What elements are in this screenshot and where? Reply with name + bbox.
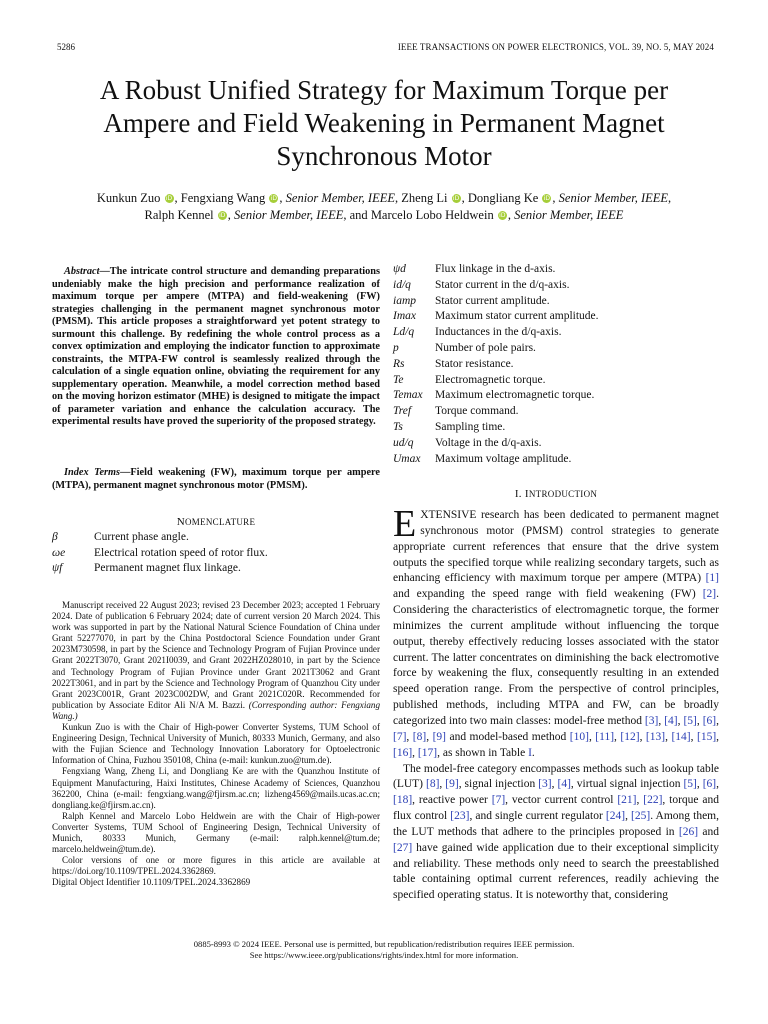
nomenclature-left [52,530,380,577]
nomenclature-entry: Te Electromagnetic torque. [393,373,546,386]
citation-link[interactable]: [27] [393,841,413,854]
drop-cap: E [393,503,417,545]
author-name: Dongliang Ke [467,191,539,205]
citation-link[interactable]: [9] [432,730,446,743]
intro-paragraph: EXTENSIVE research has been dedicated to permanent magnet synchronous motor (PMSM) control strategies to generate appropriate current references that ensure that the drive system outputs the specified torque while realizing secondary targets, such as enhancing efficiency with maximum torque per ampere (MTPA) [1] and expanding the speed range with field weakening (FW) [2]. Considering the characteristics of electromagnetic torque, the former minimizes the current amplitude without influencing the torque output, thereby effectively reducing losses associated with the stator current. The latter concentrates on diminishing the back electromotive force by weakening the flux, consequently resulting in an extended speed operation range. From the perspective of control principles, published methods, including MTPA and FW, can be broadly categorized into two main classes: model-free method [3], [4], [5], [6], [7], [8], [9] and model-based method [10], [11], [12], [13], [14], [15], [16], [17], as shown in Table I. [393,503,720,759]
nomenclature-right [393,262,719,467]
citation-link[interactable]: [11] [595,730,615,743]
orcid-icon[interactable]: iD [219,212,226,219]
citation-link[interactable]: [15] [696,730,717,743]
copyright-line: See https://www.ieee.org/publications/rights/index.html for more information. [249,950,519,960]
footnote-manuscript: Manuscript received 22 August 2023; revised 23 December 2023; accepted 1 February 2024. Date of publication 6 February 2024; date of current version 20 March 2024. This work was supported in part by the National Natural Science Foundation of China under Grant 52277070, in part by the China Postdoctoral Science Foundation under Grant 2023M730598, in part by the Science and Technology Program of Fujian Province under Grant 2022T3070, Grant 2021I0039, and Grant 2022HZ028010, in part by the Science and Technology Program of Fujian Province under Grant 2021T3062 and Grant 2022T3061, and in part by the Science and Technology Program of Quanzhou City under Grant 2023C001R, Grant 2023C002DW, and Grant 2021C020R. Recommended for publication by Associate Editor Ali N/A M. Bazzi. (Corresponding author: Fengxiang Wang.) [52,600,380,721]
nomenclature-entry: iamp Stator current amplitude. [393,294,550,307]
citation-link[interactable]: [4] [664,714,678,727]
author-name: Fengxiang Wang [180,191,266,205]
index-terms-text: —Field weakening (FW), maximum torque per ampere (MTPA), permanent magnet synchronous motor (PMSM). [52,467,380,491]
citation-link[interactable]: [26] [678,825,699,838]
author-name: Ralph Kennel [144,208,214,222]
author-role: Senior Member, IEEE [514,208,624,222]
citation-link[interactable]: [21] [617,794,637,807]
introduction-heading: I. INTRODUCTION [514,488,598,500]
nomenclature-entry: Rs Stator resistance. [393,357,514,370]
orcid-icon[interactable]: iD [452,195,460,202]
citation-link[interactable]: [6] [702,778,717,791]
citation-link[interactable]: [17] [417,746,438,759]
nomenclature-entry: p Number of pole pairs. [393,341,536,354]
citation-link[interactable]: [9] [445,778,459,791]
nomenclature-entry: ψf Permanent magnet flux linkage. [52,562,241,574]
intro-paragraph: The model-free category encompasses methods such as lookup table (LUT) [8], [9], signal injection [3], [4], virtual signal injection [5], [6], [18], reactive power [7], vector current control [21], [22], torque and flux control [23], and single current regulator [24], [25]. Among them, the LUT methods that adhere to the principles proposed in [26] and [27] have gained wide application due to their exceptional simplicity and reliability. These methods only need to search the preestablished table containing optimal current references, readily achieving the specified operating status. It is noteworthy that, considering [393,762,720,902]
citation-link[interactable]: [7] [393,730,407,743]
citation-link[interactable]: [6] [702,714,717,727]
nomenclature-entry: Ld/q Inductances in the d/q-axis. [393,326,562,339]
nomenclature-entry: ωe Electrical rotation speed of rotor flux. [52,546,268,559]
nomenclature-entry: Tref Torque command. [393,405,519,418]
nomenclature-entry: Temax Maximum electromagnetic torque. [393,389,595,402]
index-terms-label: Index Terms [64,467,121,478]
copyright-line: 0885-8993 © 2024 IEEE. Personal use is permitted, but republication/redistribution requires IEEE permission. [193,939,575,949]
footnote-affiliation: Ralph Kennel and Marcelo Lobo Heldwein are with the Chair of High-power Converter Systems, TUM School of Engineering Design, Technical University of Munich, 80333 Munich, Germany (e-mail: ralph.kennel@tum.de; marcelo.heldwein@tum.de). [52,810,380,855]
footnotes [52,600,380,888]
citation-link[interactable]: [4] [557,778,571,791]
citation-link[interactable]: [3] [538,778,552,791]
citation-link[interactable]: [22] [643,794,663,807]
index-terms [52,467,380,492]
nomenclature-entry: Umax Maximum voltage amplitude. [393,452,572,465]
citation-link[interactable]: [10] [569,730,589,743]
citation-link[interactable]: [23] [450,810,470,823]
author-role: Senior Member, IEEE [558,191,669,205]
citation-link[interactable]: [5] [683,778,697,791]
abstract-text: —The intricate control structure and demanding preparations undeniably make the high precision and performance realization of maximum torque per ampere (MTPA) and field-weakening (FW) strategies challenging in the permanent magnet synchronous motor (PMSM). This article proposes a straightforward yet potent strategy to surmount this challenge. By redefining the whole control process as a convex optimization and employing the indicator function to approximate constraints, the MTPA-FW control is seamlessly realized through the calculation of a single equation online, obviating the requirement for any supplementary operation. Meanwhile, a model correction method based on the moving horizon estimator (MHE) is designed to mitigate the impact of parameter variation and enhance the calculation accuracy. The experimental results have proved the superiority of the proposed strategy. [52,266,380,427]
citation-link[interactable]: [24] [605,810,626,823]
nomenclature-entry: β Current phase angle. [52,531,189,543]
citation-link[interactable]: [8] [426,778,440,791]
nomenclature-heading: NOMENCLATURE [176,516,256,528]
orcid-icon[interactable]: iD [165,195,173,202]
citation-link[interactable]: [16] [393,746,413,759]
footnote-color: Color versions of one or more figures in this article are available at https://doi.org/10.1109/TPEL.2024.3362869. [52,855,380,877]
author-name: Marcelo Lobo Heldwein [370,208,494,222]
page-number: 5286 [57,42,75,52]
abstract-label: Abstract [64,266,100,277]
paper-title [30,74,738,173]
title-line: A Robust Unified Strategy for Maximum Torque per [99,75,669,105]
nomenclature-entry: ud/q Voltage in the d/q-axis. [393,436,542,449]
citation-link[interactable]: [1] [705,572,719,585]
nomenclature-entry: id/q Stator current in the d/q-axis. [393,278,570,291]
author-name: Zheng Li [401,191,448,205]
title-line: Synchronous Motor [276,141,492,171]
author-name: Kunkun Zuo [96,191,161,205]
abstract [52,266,380,429]
author-role: Senior Member, IEEE [234,208,344,222]
citation-link[interactable]: [7] [491,794,506,807]
nomenclature-entry: Ts Sampling time. [393,420,506,433]
orcid-icon[interactable]: iD [543,195,551,202]
footnote-doi: Digital Object Identifier 10.1109/TPEL.2024.3362869 [52,877,251,888]
footnote-affiliation: Kunkun Zuo is with the Chair of High-power Converter Systems, TUM School of Engineering Design, Technical University of Munich, 80333 Munich, Germany, and also with the Fujian Science and Technology Innovation Laboratory for Optoelectronic Information of China, Fuzhou 350108, China (e-mail: kunkun.zuo@tum.de). [52,722,380,766]
citation-link[interactable]: [18] [393,794,413,807]
introduction-body [393,503,720,904]
orcid-icon[interactable]: iD [499,212,506,219]
nomenclature-entry: Imax Maximum stator current amplitude. [393,310,599,323]
citation-link[interactable]: [13] [645,730,666,743]
footnote-affiliation: Fengxiang Wang, Zheng Li, and Dongliang Ke are with the Quanzhou Institute of Equipment Manufacturing, Haixi Institutes, Chinese Academy of Sciences, Quanzhou 362200, China (e-mail: fengxiang.wang@fjirsm.ac.cn; lizheng4569@mails.ucas.ac.cn; dongliang.ke@fjirsm.ac.cn). [52,766,380,810]
orcid-icon[interactable]: iD [270,195,278,202]
author-role: Senior Member, IEEE [285,191,396,205]
citation-link[interactable]: [3] [644,714,659,727]
citation-link[interactable]: [14] [671,730,691,743]
nomenclature-entry: ψd Flux linkage in the d-axis. [393,263,556,275]
copyright-footer [30,939,738,961]
title-line: Ampere and Field Weakening in Permanent Magnet [103,108,665,138]
table-link[interactable]: I [528,746,532,759]
citation-link[interactable]: [5] [683,714,697,727]
journal-header: IEEE TRANSACTIONS ON POWER ELECTRONICS, VOL. 39, NO. 5, MAY 2024 [397,42,714,52]
citation-link[interactable]: [12] [620,730,640,743]
citation-link[interactable]: [2] [702,588,717,601]
citation-link[interactable]: [25] [631,810,651,823]
author-list: Kunkun Zuo iD , Fengxiang Wang iD , Senior Member, IEEE, Zheng Li iD , Dongliang Ke iD , Senior Member, IEEE, Ralph Kennel iD , Senior Member, IEEE, and Marcelo Lobo Heldwein iD , Senior Member, IEEE [96,191,672,222]
citation-link[interactable]: [8] [412,730,427,743]
